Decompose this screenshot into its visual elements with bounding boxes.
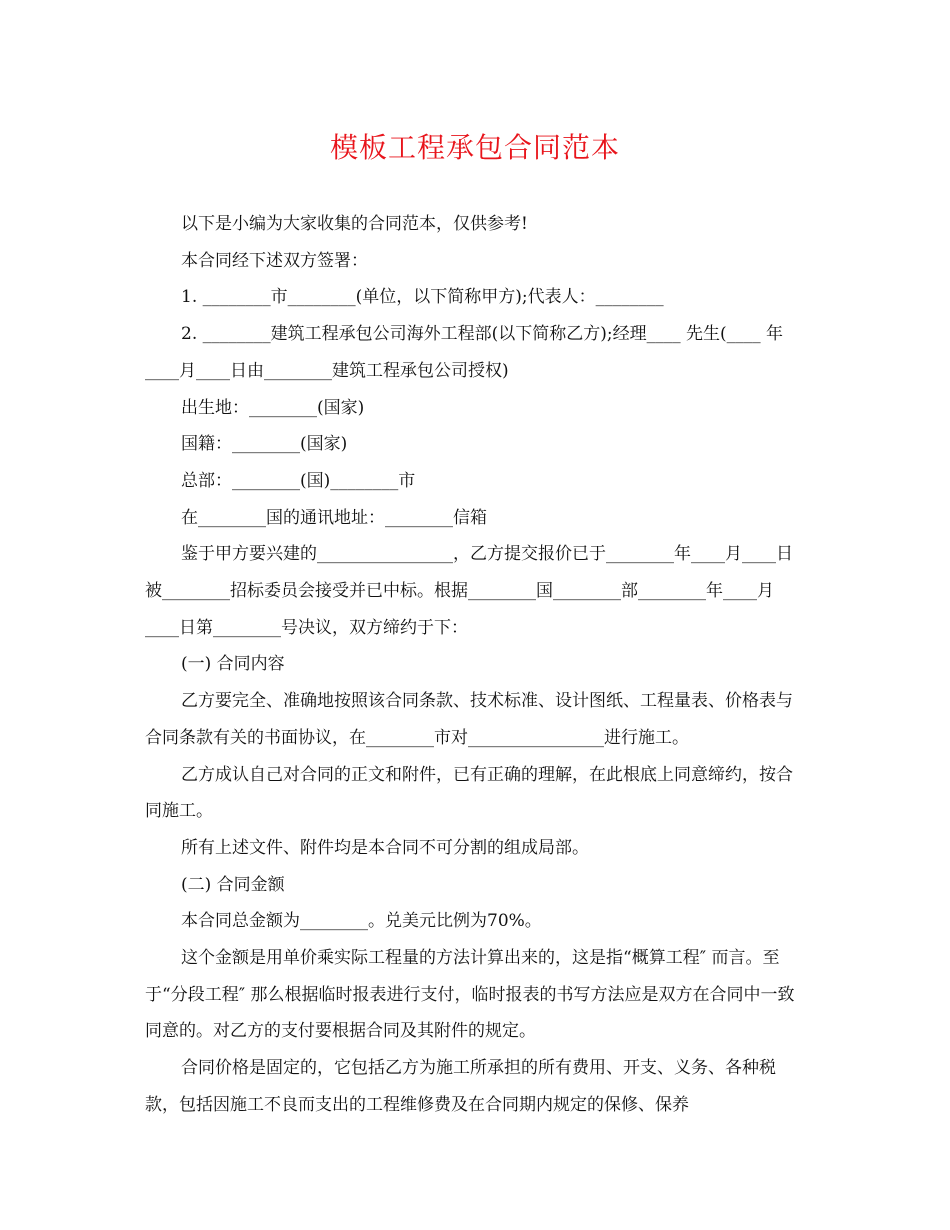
party-a-line: 1. ________市________(单位，以下简称甲方);代表人：________: [181, 287, 664, 308]
calculation-paragraph: 这个金额是用单价乘实际工程量的方法计算出来的，这是指“概算工程″ 而言。至于“分段工程″ 那么根据临时报表进行支付，临时报表的书写方法应是双方在合同中一致同意的。对乙方的支付要根据合同及其附件的规定。: [145, 948, 795, 1042]
contract-content-paragraph: 乙方要完全、准确地按照该合同条款、技术标准、设计图纸、工程量表、价格表与合同条款有关的书面协议，在________市对________________进行施工。: [145, 691, 793, 748]
document-body: [145, 206, 805, 1124]
acknowledgement-paragraph: 乙方成认自己对合同的正文和附件，已有正确的理解，在此根底上同意缔约，按合同施工。: [145, 764, 793, 822]
fixed-price-paragraph: 合同价格是固定的，它包括乙方为施工所承担的所有费用、开支、义务、各种税款，包括因施工不良而支出的工程维修费及在合同期内规定的保修、保养: [145, 1058, 776, 1115]
signatories-intro: 本合同经下述双方签署：: [181, 250, 368, 271]
total-amount-paragraph: 本合同总金额为________。兑美元比例为70%。: [181, 911, 542, 932]
section-heading-contract-content: (一) 合同内容: [181, 654, 285, 675]
annex-paragraph: 所有上述文件、附件均是本合同不可分割的组成局部。: [181, 837, 589, 858]
headquarters-line: 总部：________(国)________市: [181, 470, 416, 491]
whereas-paragraph: 鉴于甲方要兴建的________________，乙方提交报价已于________年____月____日被________招标委员会接受并已中标。根据________国________部________年____月____日第________号决议，双方缔约于下：: [145, 544, 793, 638]
nationality-line: 国籍：________(国家): [181, 434, 348, 455]
document-title: 模板工程承包合同范本: [329, 131, 620, 164]
birthplace-line: 出生地：________(国家): [181, 397, 365, 418]
mailing-address-line: 在________国的通讯地址：________信箱: [181, 507, 487, 528]
party-b-line: 2. ________建筑工程承包公司海外工程部(以下简称乙方);经理____ 先生(____ 年____月____日由________建筑工程承包公司授权): [145, 324, 784, 381]
intro-paragraph: 以下是小编为大家收集的合同范本，仅供参考!: [181, 214, 528, 234]
section-heading-contract-amount: (二) 合同金额: [181, 874, 285, 895]
